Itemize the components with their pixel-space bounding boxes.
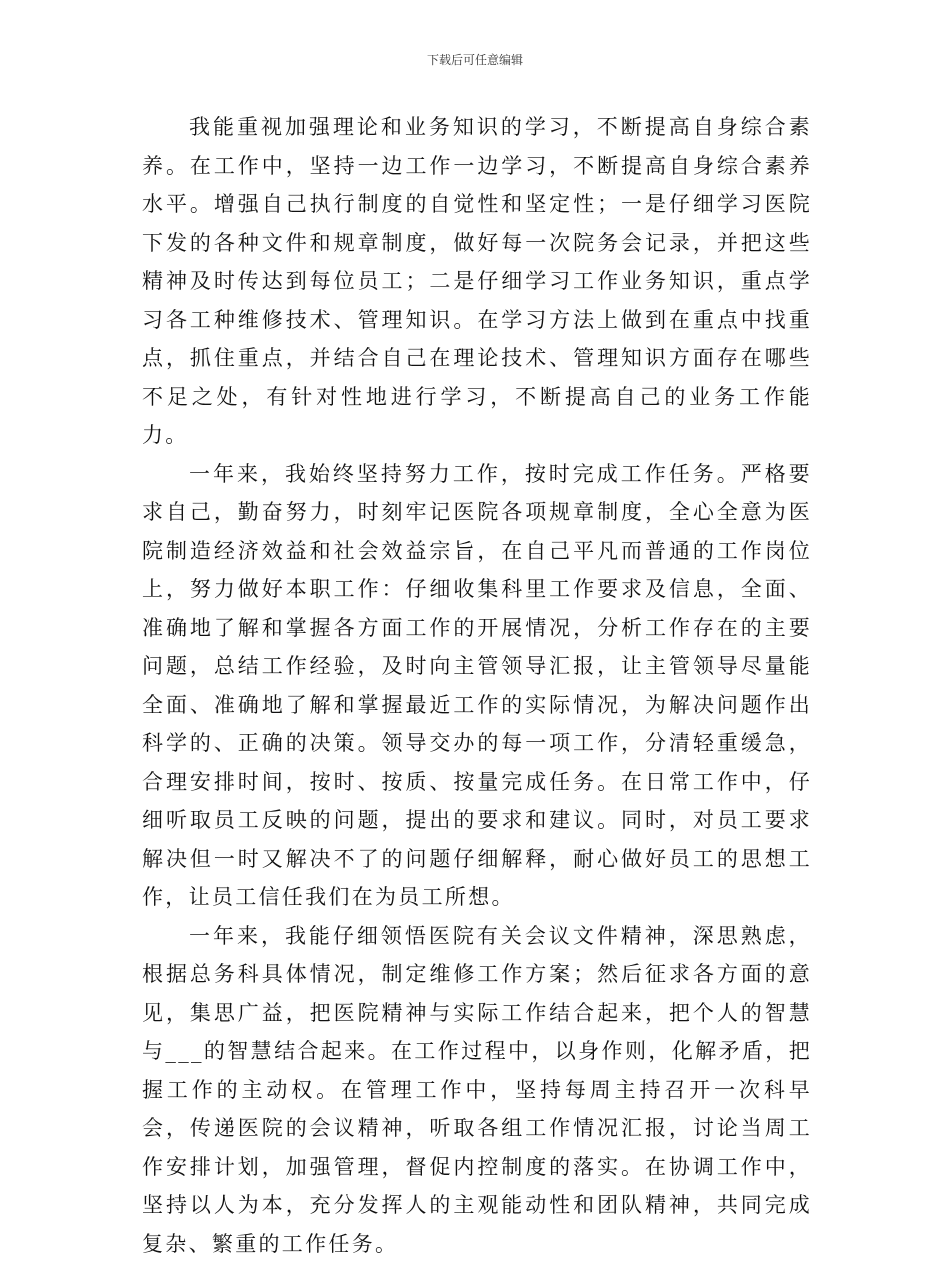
paragraph-work-duties: 一年来，我始终坚持努力工作，按时完成工作任务。严格要求自己，勤奋努力，时刻牢记医院各项规章制度，全心全意为医院制造经济效益和社会效益宗旨，在自己平凡而普通的工作岗位上，努力做好本职工作：仔细收集科里工作要求及信息，全面、准确地了解和掌握各方面工作的开展情况，分析工作存在的主要问题，总结工作经验，及时向主管领导汇报，让主管领导尽量能全面、准确地了解和掌握最近工作的实际情况，为解决问题作出科学的、正确的决策。领导交办的每一项工作，分清轻重缓急，合理安排时间，按时、按质、按量完成任务。在日常工作中，仔细听取员工反映的问题，提出的要求和建议。同时，对员工要求解决但一时又解决不了的问题仔细解释，耐心做好员工的思想工作，让员工信任我们在为员工所想。 bbox=[142, 455, 812, 917]
document-body bbox=[142, 108, 812, 1263]
paragraph-management: 一年来，我能仔细领悟医院有关会议文件精神，深思熟虑，根据总务科具体情况，制定维修工作方案；然后征求各方面的意见，集思广益，把医院精神与实际工作结合起来，把个人的智慧与___的智慧结合起来。在工作过程中，以身作则，化解矛盾，把握工作的主动权。在管理工作中，坚持每周主持召开一次科早会，传递医院的会议精神，听取各组工作情况汇报，讨论当周工作安排计划，加强管理，督促内控制度的落实。在协调工作中，坚持以人为本，充分发挥人的主观能动性和团队精神，共同完成复杂、繁重的工作任务。 bbox=[142, 917, 812, 1263]
page-header-note: 下载后可任意编辑 bbox=[0, 52, 950, 68]
paragraph-study: 我能重视加强理论和业务知识的学习，不断提高自身综合素养。在工作中，坚持一边工作一边学习，不断提高自身综合素养水平。增强自己执行制度的自觉性和坚定性；一是仔细学习医院下发的各种文件和规章制度，做好每一次院务会记录，并把这些精神及时传达到每位员工；二是仔细学习工作业务知识，重点学习各工种维修技术、管理知识。在学习方法上做到在重点中找重点，抓住重点，并结合自己在理论技术、管理知识方面存在哪些不足之处，有针对性地进行学习，不断提高自己的业务工作能力。 bbox=[142, 108, 812, 455]
